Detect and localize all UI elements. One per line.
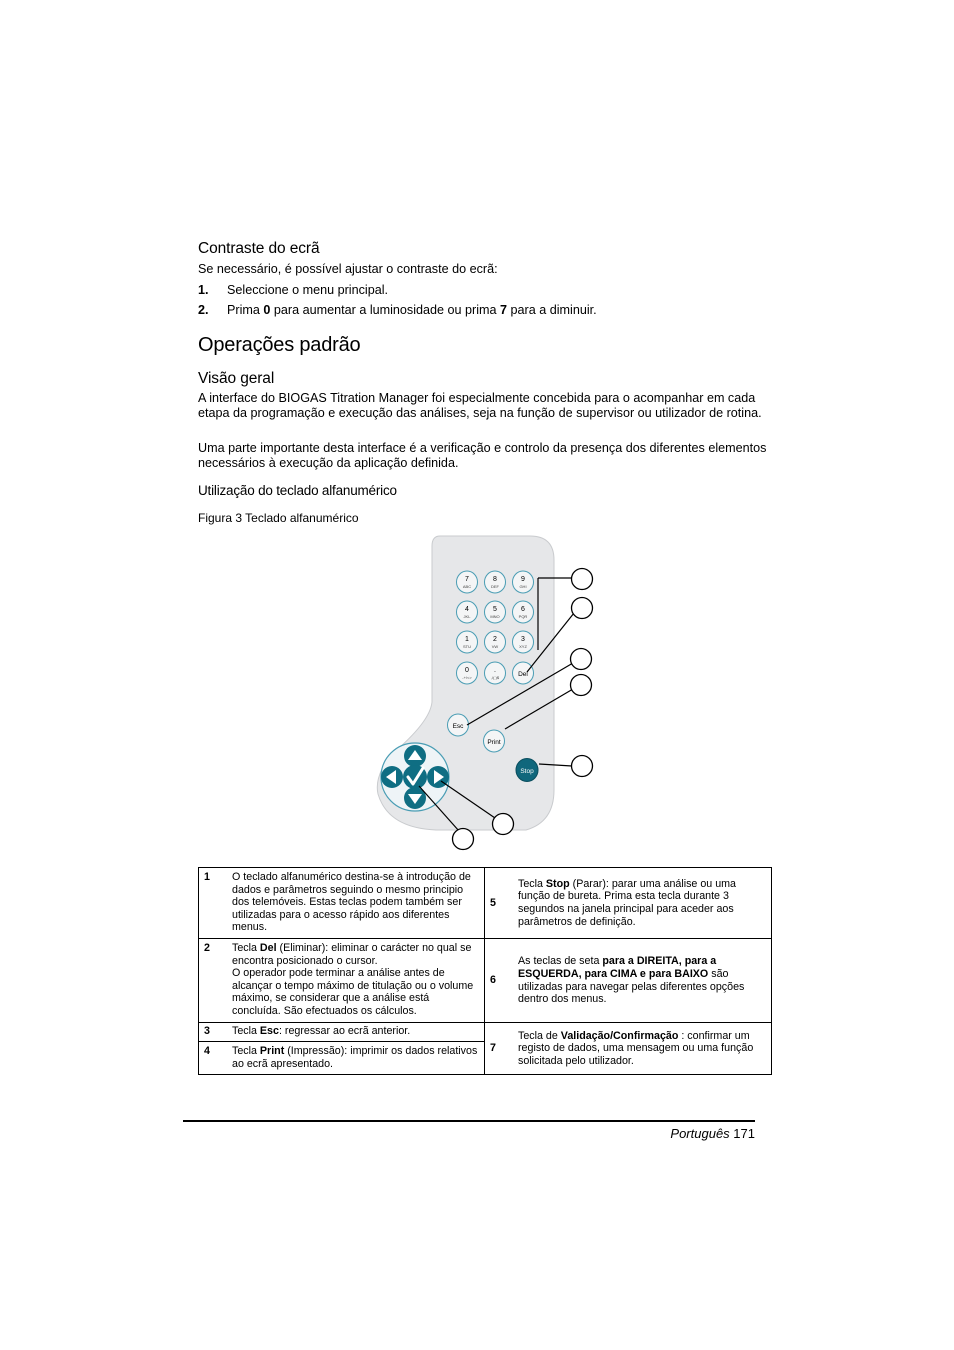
key-letters: XYZ	[519, 644, 527, 649]
key-letters: JKL	[463, 614, 471, 619]
del-label: Del	[518, 671, 528, 678]
legend-item-6: 6 As teclas de seta para a DIREITA, para a ESQUERDA, para CIMA e para BAIXO são utilizadas para navegar pelas diferentes opções dentro dos menus.	[490, 955, 745, 1006]
key-letters: GHI	[519, 584, 527, 589]
key-letters: ,/( )$	[490, 675, 500, 680]
step-text: Seleccione o menu principal.	[227, 283, 389, 297]
key-letters: ABC	[462, 584, 472, 589]
key-number: 4	[465, 606, 469, 613]
legend-table	[198, 867, 772, 1075]
page-number: 171	[733, 1126, 755, 1141]
callout-4	[571, 675, 592, 696]
paragraph-verificacao: Uma parte importante desta interface é a verificação e controlo da presença dos diferentes elementos necessários à execução da aplicação definida.	[198, 441, 767, 470]
legend-item-3: 3 Tecla Esc: regressar ao ecrã anterior.	[204, 1025, 411, 1037]
table-row	[199, 868, 772, 939]
key-number: 5	[493, 606, 497, 613]
key-letters: VW	[491, 644, 499, 649]
callout-1	[572, 569, 593, 590]
key-number: .	[494, 667, 496, 674]
table-row	[199, 939, 772, 1023]
step-text: Prima 0 para aumentar a luminosidade ou prima 7 para a diminuir.	[227, 303, 597, 317]
heading-operacoes: Operações padrão	[198, 334, 361, 356]
callout-5	[572, 756, 593, 777]
key-letters: STU	[463, 644, 471, 649]
key-7: 7	[500, 303, 508, 317]
key-letters: DEF	[491, 584, 499, 589]
callout-3	[571, 649, 592, 670]
step-number: 2.	[198, 303, 209, 317]
callout-7	[453, 829, 474, 850]
key-number: 3	[521, 636, 525, 643]
key-letters: MNO	[490, 614, 500, 619]
stop-label: Stop	[520, 768, 534, 775]
key-number: 0	[465, 667, 469, 674]
legend-item-1: 1 O teclado alfanumérico destina-se à introdução de dados e parâmetros seguindo o mesmo principio dos telemóveis. Estas teclas podem também ser utilizadas para o acesso rápido aos diferentes menus.	[204, 871, 471, 934]
paragraph-interface: A interface do BIOGAS Titration Manager foi especialmente concebida para o acompanhar em cada etapa da programação e execução das análises, seja na função de supervisor ou utilizador de rotina.	[198, 391, 762, 420]
key-0: 0	[263, 303, 271, 317]
step-number: 1.	[198, 283, 209, 297]
key-number: 6	[521, 606, 525, 613]
key-number: 9	[521, 576, 525, 583]
heading-teclado: Utilização do teclado alfanumérico	[198, 483, 397, 498]
key-letters: PQR	[518, 614, 528, 619]
esc-label: Esc	[452, 723, 464, 730]
page-footer	[670, 1126, 755, 1141]
footer-language: Português	[670, 1126, 730, 1141]
figure-caption: Figura 3 Teclado alfanumérico	[198, 511, 359, 525]
legend-item-5: 5 Tecla Stop (Parar): parar uma análise ou uma função de bureta. Prima esta tecla durante 3 segundos na janela principal para aceder aos parâmetros de definição.	[490, 877, 736, 928]
legend-item-4: 4 Tecla Print (Impressão): imprimir os dados relativos ao ecrã apresentado.	[204, 1045, 478, 1070]
print-label: Print	[487, 739, 501, 746]
heading-visao-geral: Visão geral	[198, 370, 275, 387]
legend-item-2: 2 Tecla Del (Eliminar): eliminar o carácter no qual se encontra posicionado o cursor. O operador pode terminar a análise antes de alcançar o tempo máximo de titulação ou o volume máximo, se considerar que a análise está concluída. São efectuados os cálculos.	[204, 942, 474, 1017]
key-number: 8	[493, 576, 497, 583]
key-number: 7	[465, 576, 469, 583]
key-number: 1	[465, 636, 469, 643]
table-row	[199, 1023, 772, 1042]
heading-contraste: Contraste do ecrã	[198, 240, 320, 257]
legend-item-7: 7 Tecla de Validação/Confirmação : confirmar um registo de dados, uma mensagem ou uma função solicitada pelo utilizador.	[490, 1029, 754, 1067]
callout-2	[572, 598, 593, 619]
key-number: 2	[493, 636, 497, 643]
key-letters: -+/<>	[462, 675, 472, 680]
footer-rule	[183, 1120, 755, 1122]
intro-contraste: Se necessário, é possível ajustar o contraste do ecrã:	[198, 262, 498, 276]
callout-6	[493, 814, 514, 835]
